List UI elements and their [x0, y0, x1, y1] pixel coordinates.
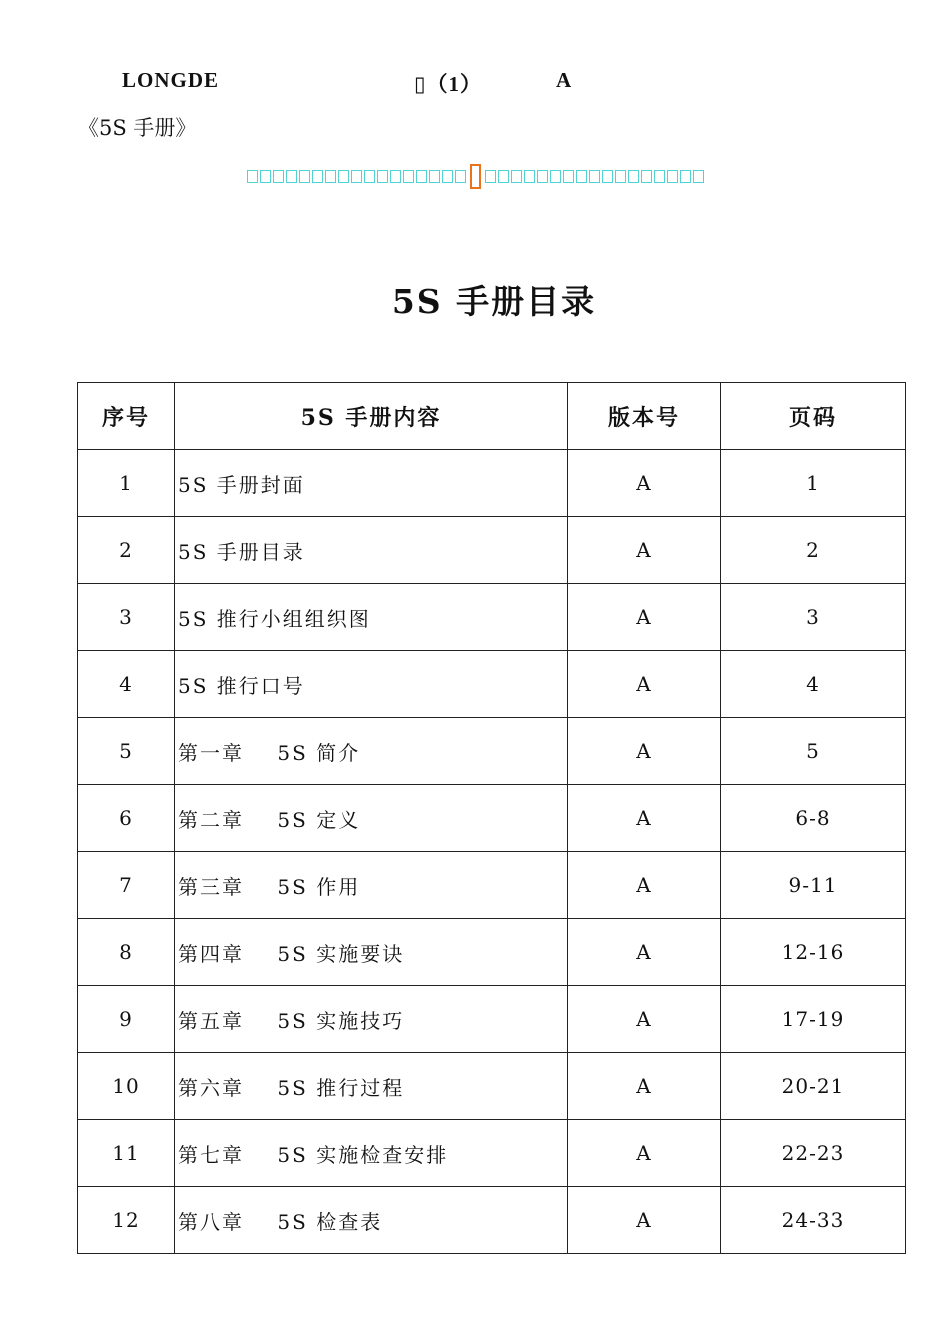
header-page: 页码 [721, 383, 906, 450]
table-row [78, 1187, 906, 1254]
placeholder-glyph-icon [442, 170, 453, 183]
row-num: 10 [78, 1053, 175, 1120]
placeholder-glyph-icon [602, 170, 613, 183]
table-row [78, 919, 906, 986]
row-version: A [568, 852, 721, 919]
row-page: 5 [721, 718, 906, 785]
document-subtitle: 《5S 手册》 [78, 116, 197, 140]
row-page: 22-23 [721, 1120, 906, 1187]
placeholder-glyph-icon [260, 170, 271, 183]
table-row [78, 517, 906, 584]
toc-table [77, 382, 906, 1254]
toc-body [78, 450, 906, 1254]
document-number: ▯（1） [414, 72, 483, 96]
placeholder-glyph-icon [485, 170, 496, 183]
row-version: A [568, 1053, 721, 1120]
toc-header-row [78, 383, 906, 450]
table-row [78, 986, 906, 1053]
placeholder-glyph-icon [667, 170, 678, 183]
placeholder-glyph-icon [247, 170, 258, 183]
placeholder-glyph-icon [416, 170, 427, 183]
garbled-notice-line [0, 164, 950, 204]
row-content: 第四章 5S 实施要诀 [175, 919, 568, 986]
document-version: A [556, 68, 573, 92]
row-num: 1 [78, 450, 175, 517]
company-name: LONGDE [122, 68, 220, 92]
header-content: 5S 手册内容 [175, 383, 568, 450]
placeholder-glyph-icon [338, 170, 349, 183]
row-content: 5S 手册封面 [175, 450, 568, 517]
row-page: 3 [721, 584, 906, 651]
row-content: 第五章 5S 实施技巧 [175, 986, 568, 1053]
table-row [78, 651, 906, 718]
placeholder-glyph-icon [273, 170, 284, 183]
placeholder-glyph-icon [299, 170, 310, 183]
placeholder-glyph-icon [511, 170, 522, 183]
placeholder-glyph-icon [286, 170, 297, 183]
placeholder-glyph-icon [312, 170, 323, 183]
row-version: A [568, 1187, 721, 1254]
row-content: 第七章 5S 实施检查安排 [175, 1120, 568, 1187]
row-version: A [568, 986, 721, 1053]
placeholder-glyph-icon [563, 170, 574, 183]
row-page: 24-33 [721, 1187, 906, 1254]
document-header [0, 68, 950, 96]
placeholder-glyph-icon [455, 170, 466, 183]
notice-marker-icon [470, 164, 481, 189]
row-version: A [568, 584, 721, 651]
placeholder-glyph-icon [351, 170, 362, 183]
placeholder-glyph-icon [628, 170, 639, 183]
row-version: A [568, 785, 721, 852]
row-content: 第六章 5S 推行过程 [175, 1053, 568, 1120]
placeholder-glyph-icon [403, 170, 414, 183]
row-page: 4 [721, 651, 906, 718]
header-num: 序号 [78, 383, 175, 450]
row-page: 2 [721, 517, 906, 584]
table-row [78, 1120, 906, 1187]
placeholder-glyph-icon [537, 170, 548, 183]
row-page: 9-11 [721, 852, 906, 919]
table-row [78, 785, 906, 852]
page-title: 5S 手册目录 [391, 282, 597, 321]
row-num: 2 [78, 517, 175, 584]
row-content: 5S 手册目录 [175, 517, 568, 584]
table-row [78, 718, 906, 785]
row-version: A [568, 450, 721, 517]
placeholder-glyph-icon [680, 170, 691, 183]
row-content: 第三章 5S 作用 [175, 852, 568, 919]
notice-boxes-right [484, 166, 705, 185]
row-num: 8 [78, 919, 175, 986]
placeholder-glyph-icon [615, 170, 626, 183]
placeholder-glyph-icon [654, 170, 665, 183]
row-version: A [568, 1120, 721, 1187]
table-row [78, 584, 906, 651]
row-num: 5 [78, 718, 175, 785]
row-content: 5S 推行口号 [175, 651, 568, 718]
placeholder-glyph-icon [589, 170, 600, 183]
row-num: 4 [78, 651, 175, 718]
row-num: 6 [78, 785, 175, 852]
placeholder-glyph-icon [693, 170, 704, 183]
row-num: 3 [78, 584, 175, 651]
row-version: A [568, 919, 721, 986]
placeholder-glyph-icon [429, 170, 440, 183]
placeholder-glyph-icon [390, 170, 401, 183]
row-num: 11 [78, 1120, 175, 1187]
placeholder-glyph-icon [364, 170, 375, 183]
row-page: 6-8 [721, 785, 906, 852]
row-num: 12 [78, 1187, 175, 1254]
placeholder-glyph-icon [641, 170, 652, 183]
row-content: 第一章 5S 简介 [175, 718, 568, 785]
placeholder-glyph-icon [576, 170, 587, 183]
placeholder-glyph-icon [524, 170, 535, 183]
row-content: 第二章 5S 定义 [175, 785, 568, 852]
table-row [78, 852, 906, 919]
header-version: 版本号 [568, 383, 721, 450]
row-content: 第八章 5S 检查表 [175, 1187, 568, 1254]
row-num: 7 [78, 852, 175, 919]
row-num: 9 [78, 986, 175, 1053]
row-page: 12-16 [721, 919, 906, 986]
placeholder-glyph-icon [498, 170, 509, 183]
table-row [78, 450, 906, 517]
row-version: A [568, 718, 721, 785]
row-version: A [568, 517, 721, 584]
table-row [78, 1053, 906, 1120]
placeholder-glyph-icon [550, 170, 561, 183]
row-page: 17-19 [721, 986, 906, 1053]
row-page: 1 [721, 450, 906, 517]
placeholder-glyph-icon [377, 170, 388, 183]
row-version: A [568, 651, 721, 718]
row-page: 20-21 [721, 1053, 906, 1120]
placeholder-glyph-icon [325, 170, 336, 183]
notice-boxes-left [246, 166, 467, 185]
row-content: 5S 推行小组组织图 [175, 584, 568, 651]
